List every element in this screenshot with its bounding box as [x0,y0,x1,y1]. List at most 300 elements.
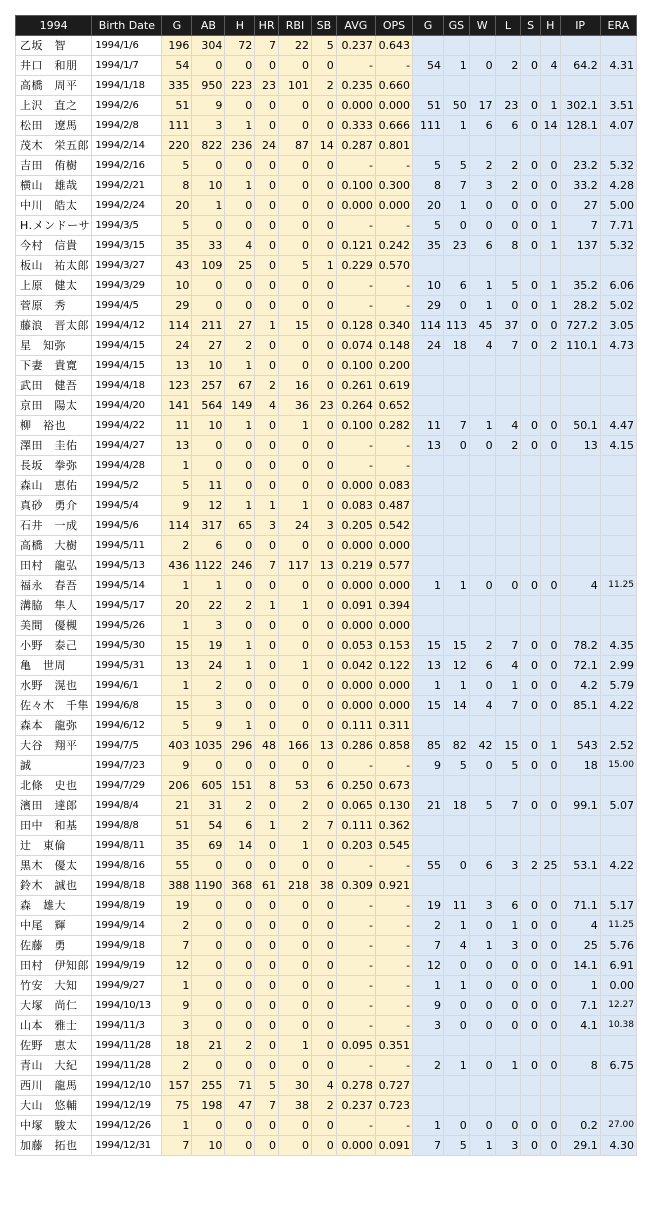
pit-l-cell [495,716,521,736]
pit-gs-cell [444,76,470,96]
bat-hr-cell: 0 [255,1016,279,1036]
pit-h-cell: 1 [540,236,560,256]
bat-hr-cell: 0 [255,196,279,216]
bat-ab-cell: 6 [192,536,225,556]
bat-rbi-cell: 5 [279,256,312,276]
bat-avg-cell: 0.261 [336,376,375,396]
birth-date: 1994/10/13 [92,996,162,1016]
pit-era-cell [600,76,636,96]
bat-sb-cell: 14 [312,136,337,156]
bat-g-cell: 35 [162,236,192,256]
pit-l-cell: 0 [495,296,521,316]
birth-date: 1994/4/22 [92,416,162,436]
player-name: 柳 裕也 [16,416,92,436]
pit-gs-cell [444,1096,470,1116]
bat-ab-cell: 0 [192,1116,225,1136]
pit-l-cell [495,396,521,416]
bat-sb-cell: 0 [312,1036,337,1056]
bat-rbi-cell: 36 [279,396,312,416]
pit-gs-cell [444,376,470,396]
pit-era-cell [600,776,636,796]
bat-g-cell: 5 [162,156,192,176]
pit-g-cell [413,256,444,276]
bat-ab-cell: 12 [192,496,225,516]
pit-h-cell [540,716,560,736]
bat-ops-cell: 0.577 [375,556,412,576]
bat-ops-cell: 0.091 [375,1136,412,1156]
bat-rbi-cell: 0 [279,296,312,316]
bat-g-cell: 15 [162,636,192,656]
pit-h-cell: 0 [540,176,560,196]
pit-g-cell: 2 [413,916,444,936]
pit-h-cell [540,1076,560,1096]
pit-gs-cell: 6 [444,276,470,296]
pit-w-cell: 45 [469,316,495,336]
pit-g-cell: 3 [413,1016,444,1036]
pit-gs-cell [444,536,470,556]
pit-h-cell [540,776,560,796]
birth-date: 1994/1/6 [92,36,162,56]
bat-g-cell: 10 [162,276,192,296]
pit-g-cell [413,876,444,896]
pit-era-cell: 6.91 [600,956,636,976]
bat-ops-cell: - [375,1056,412,1076]
bat-hr-cell: 0 [255,996,279,1016]
bat-rbi-cell: 0 [279,96,312,116]
birth-date: 1994/8/18 [92,876,162,896]
bat-ab-cell: 21 [192,1036,225,1056]
pit-s-cell: 0 [521,676,541,696]
bat-rbi-cell: 0 [279,676,312,696]
pit-w-cell: 0 [469,1056,495,1076]
birth-date: 1994/1/18 [92,76,162,96]
bat-avg-cell: - [336,976,375,996]
pit-ip-cell: 4 [560,576,600,596]
pit-w-cell [469,876,495,896]
pit-s-cell: 0 [521,216,541,236]
bat-hr-cell: 0 [255,236,279,256]
bat-avg-cell: 0.095 [336,1036,375,1056]
year-header: 1994 [16,16,92,36]
bat-ab-cell: 9 [192,96,225,116]
pit-h-cell: 1 [540,276,560,296]
pit-era-cell: 10.38 [600,1016,636,1036]
bat-ops-cell: 0.643 [375,36,412,56]
bat-h-cell: 27 [225,316,255,336]
bat-sb-cell: 0 [312,376,337,396]
birth-date-header: Birth Date [92,16,162,36]
bat-g-cell: 3 [162,1016,192,1036]
bat-rbi-cell: 0 [279,1136,312,1156]
player-name: 茂木 栄五郎 [16,136,92,156]
pit-g-cell [413,836,444,856]
bat-hr-cell: 0 [255,176,279,196]
pit-era-cell [600,1036,636,1056]
pit-ip-cell [560,716,600,736]
pit-h-cell: 0 [540,416,560,436]
bat-ab-cell: 24 [192,656,225,676]
pit-gs-cell: 7 [444,416,470,436]
bat-h-cell: 0 [225,1136,255,1156]
player-name: 真砂 勇介 [16,496,92,516]
pit-w-cell: 1 [469,296,495,316]
pit-h-header: H [540,16,560,36]
bat-ab-cell: 3 [192,696,225,716]
pit-gs-cell: 1 [444,56,470,76]
pit-ip-cell [560,456,600,476]
bat-g-cell: 13 [162,436,192,456]
pit-h-cell [540,36,560,56]
bat-ops-cell: 0.487 [375,496,412,516]
bat-ab-header: AB [192,16,225,36]
birth-date: 1994/4/28 [92,456,162,476]
pit-h-cell [540,836,560,856]
birth-date: 1994/9/14 [92,916,162,936]
pit-s-cell: 0 [521,916,541,936]
pit-era-cell [600,876,636,896]
pit-h-cell [540,616,560,636]
pit-era-cell [600,36,636,56]
table-row [16,616,637,636]
bat-h-cell: 1 [225,716,255,736]
pit-era-cell: 5.07 [600,796,636,816]
pit-g-cell [413,496,444,516]
bat-hr-cell: 1 [255,496,279,516]
bat-ab-cell: 950 [192,76,225,96]
pit-l-cell: 0 [495,996,521,1016]
birth-date: 1994/6/12 [92,716,162,736]
bat-rbi-cell: 1 [279,656,312,676]
pit-gs-cell: 1 [444,976,470,996]
pit-era-cell [600,516,636,536]
player-name: 澤田 圭佑 [16,436,92,456]
bat-ab-cell: 33 [192,236,225,256]
bat-ab-cell: 257 [192,376,225,396]
player-name: 大谷 翔平 [16,736,92,756]
pit-l-cell: 4 [495,416,521,436]
birth-date: 1994/9/18 [92,936,162,956]
pit-ip-cell: 25 [560,936,600,956]
pit-ip-cell: 23.2 [560,156,600,176]
pit-l-cell: 0 [495,1116,521,1136]
bat-ab-cell: 22 [192,596,225,616]
pit-ip-cell: 137 [560,236,600,256]
player-name: 井口 和朋 [16,56,92,76]
bat-sb-cell: 0 [312,756,337,776]
bat-rbi-cell: 0 [279,976,312,996]
pit-w-cell: 0 [469,196,495,216]
player-name: 森山 恵佑 [16,476,92,496]
bat-ab-cell: 0 [192,936,225,956]
bat-sb-cell: 0 [312,1116,337,1136]
bat-hr-cell: 0 [255,616,279,636]
pit-s-cell: 0 [521,1056,541,1076]
bat-g-cell: 1 [162,976,192,996]
pit-s-cell [521,1076,541,1096]
pit-ip-cell [560,556,600,576]
pit-gs-cell: 7 [444,176,470,196]
pit-s-cell [521,616,541,636]
pit-l-cell [495,456,521,476]
pit-h-cell [540,1036,560,1056]
pit-gs-cell [444,456,470,476]
bat-ab-cell: 304 [192,36,225,56]
bat-sb-cell: 13 [312,736,337,756]
pit-h-cell: 0 [540,1116,560,1136]
bat-hr-header: HR [255,16,279,36]
pit-era-cell: 6.75 [600,1056,636,1076]
bat-sb-cell: 1 [312,256,337,276]
pit-gs-cell: 0 [444,1116,470,1136]
pit-s-cell: 0 [521,656,541,676]
pit-h-cell [540,816,560,836]
bat-h-cell: 223 [225,76,255,96]
birth-date: 1994/5/17 [92,596,162,616]
player-name: 横山 雄哉 [16,176,92,196]
bat-sb-cell: 0 [312,236,337,256]
pit-s-cell [521,396,541,416]
pit-l-cell: 0 [495,1016,521,1036]
pit-s-cell: 2 [521,856,541,876]
birth-date: 1994/5/14 [92,576,162,596]
pit-s-cell: 0 [521,896,541,916]
pit-gs-cell [444,396,470,416]
bat-sb-cell: 0 [312,676,337,696]
pit-gs-cell [444,556,470,576]
pit-era-cell [600,356,636,376]
pit-h-cell: 0 [540,936,560,956]
bat-sb-cell: 0 [312,956,337,976]
bat-sb-cell: 0 [312,536,337,556]
birth-date: 1994/4/5 [92,296,162,316]
bat-rbi-cell: 117 [279,556,312,576]
pit-g-cell [413,1096,444,1116]
bat-g-cell: 35 [162,836,192,856]
bat-rbi-cell: 0 [279,896,312,916]
pit-ip-cell [560,496,600,516]
bat-g-cell: 43 [162,256,192,276]
table-row [16,936,637,956]
birth-date: 1994/6/1 [92,676,162,696]
pit-w-cell: 1 [469,936,495,956]
bat-rbi-cell: 0 [279,1016,312,1036]
pit-l-cell: 4 [495,656,521,676]
pit-h-cell: 0 [540,1056,560,1076]
bat-avg-cell: 0.111 [336,716,375,736]
player-name: 森本 龍弥 [16,716,92,736]
pit-w-cell: 3 [469,896,495,916]
player-name: 田中 和基 [16,816,92,836]
table-row [16,496,637,516]
bat-ops-cell: 0.000 [375,576,412,596]
table-row [16,796,637,816]
pit-l-cell: 0 [495,976,521,996]
bat-rbi-cell: 30 [279,1076,312,1096]
bat-h-cell: 2 [225,796,255,816]
pit-g-cell: 2 [413,1056,444,1076]
pit-s-cell: 0 [521,576,541,596]
pit-ip-cell [560,516,600,536]
pit-h-cell [540,456,560,476]
pit-w-cell: 4 [469,696,495,716]
bat-avg-cell: - [336,956,375,976]
bat-rbi-cell: 0 [279,356,312,376]
pit-g-cell [413,816,444,836]
bat-hr-cell: 0 [255,276,279,296]
pit-g-header: G [413,16,444,36]
pit-ip-cell: 4.1 [560,1016,600,1036]
bat-ab-cell: 3 [192,616,225,636]
bat-g-cell: 1 [162,576,192,596]
pit-s-cell: 0 [521,1016,541,1036]
bat-hr-cell: 7 [255,556,279,576]
bat-avg-cell: 0.000 [336,576,375,596]
bat-ops-cell: 0.282 [375,416,412,436]
pit-era-cell: 5.17 [600,896,636,916]
pit-w-cell: 0 [469,676,495,696]
pit-g-cell: 24 [413,336,444,356]
player-name: 福永 春吾 [16,576,92,596]
bat-g-cell: 157 [162,1076,192,1096]
bat-ops-cell: 0.542 [375,516,412,536]
player-name: 菅原 秀 [16,296,92,316]
bat-h-cell: 67 [225,376,255,396]
bat-h-cell: 0 [225,1116,255,1136]
pit-ip-cell: 64.2 [560,56,600,76]
bat-avg-cell: - [336,1056,375,1076]
bat-hr-cell: 4 [255,396,279,416]
pit-l-cell [495,836,521,856]
bat-hr-cell: 0 [255,656,279,676]
pit-ip-cell: 0.2 [560,1116,600,1136]
pit-era-cell: 4.28 [600,176,636,196]
pit-w-cell [469,536,495,556]
pit-l-cell: 37 [495,316,521,336]
bat-g-cell: 24 [162,336,192,356]
bat-rbi-cell: 0 [279,196,312,216]
bat-ab-cell: 9 [192,716,225,736]
bat-rbi-cell: 0 [279,336,312,356]
pit-w-cell: 0 [469,216,495,236]
pit-ip-cell: 7 [560,216,600,236]
pit-gs-cell: 50 [444,96,470,116]
pit-s-cell: 0 [521,696,541,716]
pit-ip-cell [560,136,600,156]
bat-g-cell: 7 [162,1136,192,1156]
pit-ip-cell: 7.1 [560,996,600,1016]
table-row [16,916,637,936]
pit-era-cell: 5.02 [600,296,636,316]
table-row [16,576,637,596]
pit-s-cell [521,36,541,56]
pit-era-cell [600,536,636,556]
pit-s-cell: 0 [521,416,541,436]
bat-rbi-cell: 0 [279,116,312,136]
pit-w-cell [469,1036,495,1056]
pit-l-cell: 7 [495,696,521,716]
birth-date: 1994/8/8 [92,816,162,836]
bat-sb-cell: 38 [312,876,337,896]
bat-rbi-cell: 22 [279,36,312,56]
bat-rbi-cell: 1 [279,496,312,516]
pit-s-cell [521,356,541,376]
pit-l-header: L [495,16,521,36]
pit-h-cell: 0 [540,156,560,176]
player-name: 松田 遼馬 [16,116,92,136]
bat-ops-cell: 0.000 [375,536,412,556]
bat-g-cell: 114 [162,316,192,336]
pit-w-cell: 6 [469,856,495,876]
bat-g-cell: 196 [162,36,192,56]
player-name: 中塚 駿太 [16,1116,92,1136]
bat-ab-cell: 0 [192,956,225,976]
bat-ops-cell: 0.000 [375,696,412,716]
table-body [16,36,637,1156]
birth-date: 1994/2/24 [92,196,162,216]
bat-ops-cell: - [375,156,412,176]
pit-g-cell: 35 [413,236,444,256]
bat-ab-cell: 317 [192,516,225,536]
table-row [16,956,637,976]
bat-g-cell: 5 [162,476,192,496]
bat-hr-cell: 24 [255,136,279,156]
pit-ip-cell [560,536,600,556]
bat-g-cell: 335 [162,76,192,96]
bat-rbi-cell: 0 [279,956,312,976]
bat-g-cell: 114 [162,516,192,536]
pit-gs-cell: 1 [444,196,470,216]
pit-l-cell: 0 [495,216,521,236]
bat-rbi-cell: 1 [279,1036,312,1056]
table-row [16,296,637,316]
bat-g-cell: 54 [162,56,192,76]
pit-s-cell: 0 [521,296,541,316]
pit-ip-cell: 18 [560,756,600,776]
pit-gs-cell [444,496,470,516]
bat-sb-cell: 0 [312,856,337,876]
pit-s-cell: 0 [521,156,541,176]
bat-hr-cell: 0 [255,156,279,176]
player-name: 竹安 大知 [16,976,92,996]
pit-w-cell [469,836,495,856]
table-row [16,156,637,176]
player-name: 佐野 恵太 [16,1036,92,1056]
bat-avg-cell: 0.121 [336,236,375,256]
pit-ip-cell: 85.1 [560,696,600,716]
pit-s-cell: 0 [521,936,541,956]
bat-h-cell: 236 [225,136,255,156]
pit-w-cell [469,476,495,496]
bat-h-cell: 4 [225,236,255,256]
pit-l-cell: 5 [495,756,521,776]
player-name: 高橋 大樹 [16,536,92,556]
bat-sb-cell: 0 [312,1056,337,1076]
pit-ip-cell: 4.2 [560,676,600,696]
pit-g-cell: 9 [413,756,444,776]
bat-rbi-cell: 24 [279,516,312,536]
bat-avg-cell: 0.000 [336,196,375,216]
pit-gs-cell [444,716,470,736]
pit-g-cell: 20 [413,196,444,216]
pit-era-cell: 7.71 [600,216,636,236]
pit-ip-cell [560,76,600,96]
bat-hr-cell: 48 [255,736,279,756]
bat-ops-cell: 0.311 [375,716,412,736]
bat-ops-cell: 0.122 [375,656,412,676]
bat-ab-cell: 27 [192,336,225,356]
bat-sb-cell: 2 [312,76,337,96]
player-name: 西川 龍馬 [16,1076,92,1096]
